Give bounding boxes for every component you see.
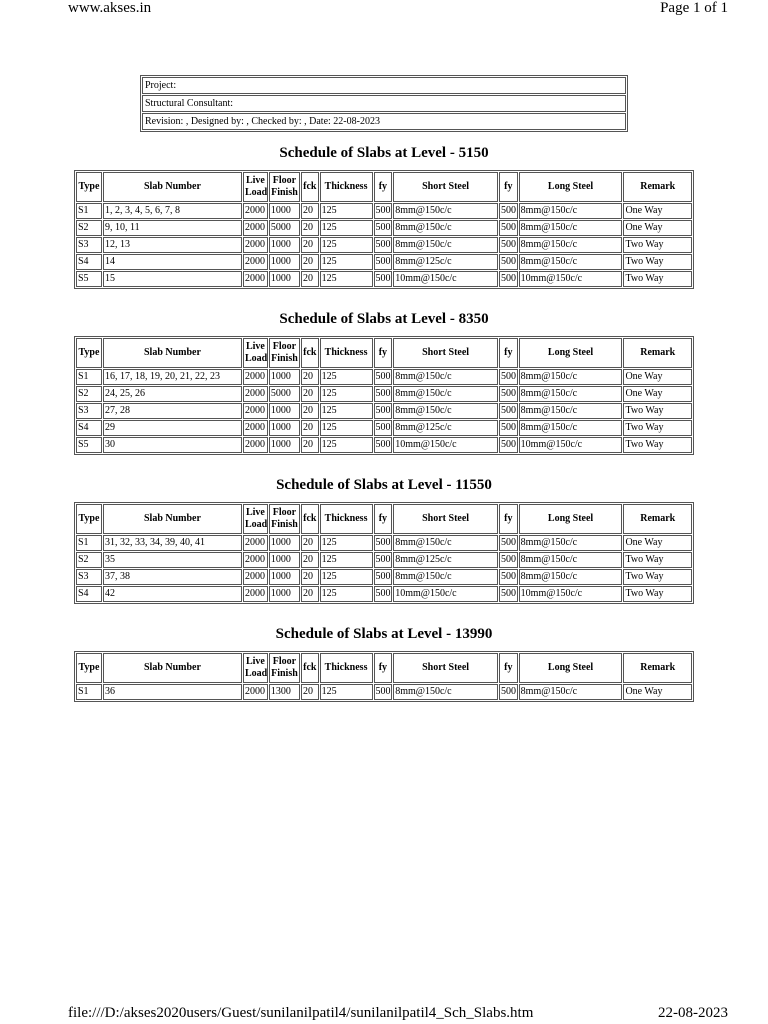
live-load-cell: 2000 (243, 220, 268, 236)
remark-cell: One Way (623, 203, 692, 219)
remark-cell: One Way (623, 535, 692, 551)
type-cell: S4 (76, 254, 102, 270)
fy-cell: 500 (499, 220, 518, 236)
live-load-cell: 2000 (243, 369, 268, 385)
long-steel-header: Long Steel (519, 504, 623, 534)
remark-cell: One Way (623, 684, 692, 700)
consultant-cell: Structural Consultant: (142, 95, 626, 112)
schedule-title: Schedule of Slabs at Level - 5150 (279, 145, 489, 161)
fck-cell: 20 (301, 220, 319, 236)
floor-finish-header: Floor Finish (269, 172, 300, 202)
long-steel-cell: 8mm@150c/c (519, 386, 623, 402)
long-steel-header: Long Steel (519, 653, 623, 683)
live-load-header: Live Load (243, 338, 268, 368)
table-header-row (76, 338, 692, 368)
revision-row (142, 113, 626, 130)
print-date: 22-08-2023 (658, 1005, 728, 1021)
short-steel-cell: 8mm@150c/c (393, 237, 498, 253)
fck-cell: 20 (301, 552, 319, 568)
short-steel-header: Short Steel (393, 338, 498, 368)
remark-header: Remark (623, 504, 692, 534)
short-steel-cell: 8mm@150c/c (393, 403, 498, 419)
slab-number-cell: 36 (103, 684, 242, 700)
type-header: Type (76, 504, 102, 534)
short-steel-header: Short Steel (393, 504, 498, 534)
live-load-cell: 2000 (243, 586, 268, 602)
thickness-cell: 125 (320, 586, 373, 602)
table-row (76, 271, 692, 287)
floor-finish-cell: 1000 (269, 420, 300, 436)
schedule-section (74, 623, 694, 702)
short-steel-cell: 8mm@150c/c (393, 569, 498, 585)
thickness-header: Thickness (320, 338, 373, 368)
long-steel-cell: 8mm@150c/c (519, 220, 623, 236)
fy-cell: 500 (374, 552, 393, 568)
remark-header: Remark (623, 338, 692, 368)
remark-cell: Two Way (623, 254, 692, 270)
slab-number-cell: 27, 28 (103, 403, 242, 419)
fck-cell: 20 (301, 271, 319, 287)
long-steel-cell: 8mm@150c/c (519, 552, 623, 568)
floor-finish-cell: 1000 (269, 271, 300, 287)
short-steel-cell: 8mm@150c/c (393, 386, 498, 402)
type-cell: S3 (76, 403, 102, 419)
type-cell: S1 (76, 535, 102, 551)
type-cell: S4 (76, 586, 102, 602)
project-info-table (140, 75, 628, 132)
fy-cell: 500 (374, 271, 393, 287)
consultant-row (142, 95, 626, 112)
long-steel-cell: 10mm@150c/c (519, 271, 623, 287)
remark-cell: Two Way (623, 569, 692, 585)
site-url: www.akses.in (68, 0, 152, 16)
fy-cell: 500 (499, 569, 518, 585)
live-load-cell: 2000 (243, 684, 268, 700)
slab-number-cell: 30 (103, 437, 242, 453)
remark-cell: Two Way (623, 437, 692, 453)
floor-finish-cell: 1000 (269, 586, 300, 602)
schedule-title: Schedule of Slabs at Level - 13990 (275, 626, 493, 642)
long-steel-header: Long Steel (519, 172, 623, 202)
remark-header: Remark (623, 172, 692, 202)
type-cell: S5 (76, 271, 102, 287)
slab-schedule-table (74, 502, 694, 604)
fy-header: fy (374, 338, 393, 368)
table-header-row (76, 504, 692, 534)
fck-cell: 20 (301, 203, 319, 219)
schedule-title: Schedule of Slabs at Level - 8350 (279, 311, 489, 327)
floor-finish-cell: 1000 (269, 203, 300, 219)
short-steel-cell: 8mm@150c/c (393, 203, 498, 219)
fy-cell: 500 (499, 203, 518, 219)
long-steel-cell: 8mm@150c/c (519, 420, 623, 436)
fy-cell: 500 (374, 369, 393, 385)
thickness-cell: 125 (320, 535, 373, 551)
long-steel-cell: 10mm@150c/c (519, 437, 623, 453)
remark-cell: One Way (623, 386, 692, 402)
long-steel-cell: 8mm@150c/c (519, 535, 623, 551)
long-steel-cell: 8mm@150c/c (519, 569, 623, 585)
table-row (76, 254, 692, 270)
short-steel-header: Short Steel (393, 653, 498, 683)
thickness-cell: 125 (320, 254, 373, 270)
fy-cell: 500 (374, 203, 393, 219)
type-header: Type (76, 338, 102, 368)
floor-finish-cell: 1300 (269, 684, 300, 700)
slab-number-header: Slab Number (103, 338, 242, 368)
thickness-cell: 125 (320, 203, 373, 219)
table-row (76, 684, 692, 700)
live-load-cell: 2000 (243, 386, 268, 402)
slab-number-cell: 12, 13 (103, 237, 242, 253)
live-load-cell: 2000 (243, 552, 268, 568)
thickness-cell: 125 (320, 237, 373, 253)
fy-cell: 500 (374, 586, 393, 602)
fy-cell: 500 (499, 437, 518, 453)
fy-cell: 500 (374, 237, 393, 253)
schedule-section (74, 474, 694, 604)
fy-cell: 500 (499, 420, 518, 436)
floor-finish-header: Floor Finish (269, 338, 300, 368)
fy-header: fy (374, 172, 393, 202)
fck-header: fck (301, 653, 319, 683)
type-cell: S3 (76, 569, 102, 585)
slab-number-cell: 16, 17, 18, 19, 20, 21, 22, 23 (103, 369, 242, 385)
type-cell: S2 (76, 386, 102, 402)
long-steel-header: Long Steel (519, 338, 623, 368)
live-load-cell: 2000 (243, 254, 268, 270)
fy-cell: 500 (374, 437, 393, 453)
live-load-header: Live Load (243, 172, 268, 202)
table-row (76, 369, 692, 385)
type-header: Type (76, 653, 102, 683)
table-row (76, 569, 692, 585)
slab-schedule-table (74, 170, 694, 289)
live-load-cell: 2000 (243, 437, 268, 453)
live-load-cell: 2000 (243, 237, 268, 253)
short-steel-cell: 10mm@150c/c (393, 271, 498, 287)
fy-cell: 500 (499, 586, 518, 602)
fy-cell: 500 (374, 684, 393, 700)
type-cell: S1 (76, 684, 102, 700)
thickness-cell: 125 (320, 420, 373, 436)
floor-finish-cell: 1000 (269, 552, 300, 568)
fck-cell: 20 (301, 684, 319, 700)
type-cell: S1 (76, 369, 102, 385)
slab-number-cell: 37, 38 (103, 569, 242, 585)
remark-cell: Two Way (623, 552, 692, 568)
fy-cell: 500 (374, 386, 393, 402)
live-load-cell: 2000 (243, 569, 268, 585)
thickness-cell: 125 (320, 552, 373, 568)
table-header-row (76, 653, 692, 683)
slab-number-header: Slab Number (103, 504, 242, 534)
type-cell: S4 (76, 420, 102, 436)
fck-header: fck (301, 172, 319, 202)
floor-finish-header: Floor Finish (269, 653, 300, 683)
slab-number-cell: 9, 10, 11 (103, 220, 242, 236)
fck-cell: 20 (301, 369, 319, 385)
fck-cell: 20 (301, 437, 319, 453)
table-row (76, 552, 692, 568)
live-load-cell: 2000 (243, 403, 268, 419)
fy-cell: 500 (374, 403, 393, 419)
fck-header: fck (301, 504, 319, 534)
thickness-header: Thickness (320, 172, 373, 202)
table-row (76, 420, 692, 436)
fck-cell: 20 (301, 254, 319, 270)
fy-cell: 500 (499, 552, 518, 568)
type-cell: S2 (76, 552, 102, 568)
fck-cell: 20 (301, 237, 319, 253)
revision-cell: Revision: , Designed by: , Checked by: , Date: 22-08-2023 (142, 113, 626, 130)
fy-cell: 500 (499, 369, 518, 385)
slab-number-cell: 35 (103, 552, 242, 568)
schedule-section (74, 308, 694, 455)
fy-header: fy (499, 172, 518, 202)
floor-finish-cell: 1000 (269, 437, 300, 453)
short-steel-cell: 8mm@150c/c (393, 535, 498, 551)
type-cell: S3 (76, 237, 102, 253)
floor-finish-cell: 5000 (269, 386, 300, 402)
thickness-cell: 125 (320, 386, 373, 402)
fy-cell: 500 (374, 254, 393, 270)
thickness-cell: 125 (320, 437, 373, 453)
table-row (76, 386, 692, 402)
floor-finish-cell: 5000 (269, 220, 300, 236)
floor-finish-cell: 1000 (269, 254, 300, 270)
short-steel-cell: 10mm@150c/c (393, 437, 498, 453)
long-steel-cell: 8mm@150c/c (519, 403, 623, 419)
fy-cell: 500 (499, 386, 518, 402)
fy-cell: 500 (499, 271, 518, 287)
table-header-row (76, 172, 692, 202)
long-steel-cell: 8mm@150c/c (519, 203, 623, 219)
fck-cell: 20 (301, 403, 319, 419)
slab-schedule-table (74, 336, 694, 455)
thickness-cell: 125 (320, 220, 373, 236)
remark-cell: One Way (623, 369, 692, 385)
fck-header: fck (301, 338, 319, 368)
table-row (76, 437, 692, 453)
slab-number-cell: 15 (103, 271, 242, 287)
table-row (76, 586, 692, 602)
long-steel-cell: 10mm@150c/c (519, 586, 623, 602)
fy-cell: 500 (374, 220, 393, 236)
remark-cell: Two Way (623, 271, 692, 287)
type-cell: S2 (76, 220, 102, 236)
table-row (76, 403, 692, 419)
remark-header: Remark (623, 653, 692, 683)
table-row (76, 220, 692, 236)
thickness-cell: 125 (320, 684, 373, 700)
fy-cell: 500 (499, 237, 518, 253)
remark-cell: Two Way (623, 420, 692, 436)
slab-number-header: Slab Number (103, 653, 242, 683)
remark-cell: Two Way (623, 403, 692, 419)
thickness-cell: 125 (320, 569, 373, 585)
slab-number-cell: 29 (103, 420, 242, 436)
slab-number-cell: 24, 25, 26 (103, 386, 242, 402)
fck-cell: 20 (301, 535, 319, 551)
remark-cell: Two Way (623, 237, 692, 253)
table-row (76, 203, 692, 219)
live-load-cell: 2000 (243, 271, 268, 287)
table-row (76, 237, 692, 253)
short-steel-header: Short Steel (393, 172, 498, 202)
table-row (76, 535, 692, 551)
fy-header: fy (499, 338, 518, 368)
fy-cell: 500 (499, 403, 518, 419)
thickness-cell: 125 (320, 271, 373, 287)
slab-number-cell: 42 (103, 586, 242, 602)
fy-cell: 500 (374, 535, 393, 551)
floor-finish-cell: 1000 (269, 569, 300, 585)
slab-number-cell: 14 (103, 254, 242, 270)
fy-header: fy (499, 653, 518, 683)
type-cell: S5 (76, 437, 102, 453)
fy-cell: 500 (374, 569, 393, 585)
fck-cell: 20 (301, 420, 319, 436)
thickness-cell: 125 (320, 369, 373, 385)
slab-number-cell: 31, 32, 33, 34, 39, 40, 41 (103, 535, 242, 551)
floor-finish-cell: 1000 (269, 369, 300, 385)
page-number: Page 1 of 1 (660, 0, 728, 16)
thickness-header: Thickness (320, 653, 373, 683)
thickness-header: Thickness (320, 504, 373, 534)
fck-cell: 20 (301, 569, 319, 585)
long-steel-cell: 8mm@150c/c (519, 237, 623, 253)
fy-cell: 500 (499, 535, 518, 551)
live-load-cell: 2000 (243, 535, 268, 551)
fy-cell: 500 (499, 254, 518, 270)
short-steel-cell: 8mm@150c/c (393, 684, 498, 700)
live-load-header: Live Load (243, 653, 268, 683)
fy-header: fy (374, 653, 393, 683)
type-header: Type (76, 172, 102, 202)
remark-cell: Two Way (623, 586, 692, 602)
short-steel-cell: 10mm@150c/c (393, 586, 498, 602)
floor-finish-cell: 1000 (269, 237, 300, 253)
short-steel-cell: 8mm@125c/c (393, 420, 498, 436)
schedule-title: Schedule of Slabs at Level - 11550 (276, 477, 492, 493)
live-load-cell: 2000 (243, 420, 268, 436)
short-steel-cell: 8mm@125c/c (393, 254, 498, 270)
live-load-cell: 2000 (243, 203, 268, 219)
fck-cell: 20 (301, 386, 319, 402)
fck-cell: 20 (301, 586, 319, 602)
fy-cell: 500 (499, 684, 518, 700)
project-cell: Project: (142, 77, 626, 94)
project-row (142, 77, 626, 94)
short-steel-cell: 8mm@150c/c (393, 220, 498, 236)
fy-header: fy (374, 504, 393, 534)
long-steel-cell: 8mm@150c/c (519, 369, 623, 385)
floor-finish-cell: 1000 (269, 403, 300, 419)
short-steel-cell: 8mm@150c/c (393, 369, 498, 385)
slab-number-header: Slab Number (103, 172, 242, 202)
long-steel-cell: 8mm@150c/c (519, 684, 623, 700)
live-load-header: Live Load (243, 504, 268, 534)
type-cell: S1 (76, 203, 102, 219)
file-path: file:///D:/akses2020users/Guest/sunilanilpatil4/sunilanilpatil4_Sch_Slabs.htm (68, 1005, 534, 1021)
slab-schedule-table (74, 651, 694, 702)
floor-finish-cell: 1000 (269, 535, 300, 551)
remark-cell: One Way (623, 220, 692, 236)
floor-finish-header: Floor Finish (269, 504, 300, 534)
slab-number-cell: 1, 2, 3, 4, 5, 6, 7, 8 (103, 203, 242, 219)
schedule-section (74, 142, 694, 289)
short-steel-cell: 8mm@125c/c (393, 552, 498, 568)
thickness-cell: 125 (320, 403, 373, 419)
fy-cell: 500 (374, 420, 393, 436)
long-steel-cell: 8mm@150c/c (519, 254, 623, 270)
fy-header: fy (499, 504, 518, 534)
